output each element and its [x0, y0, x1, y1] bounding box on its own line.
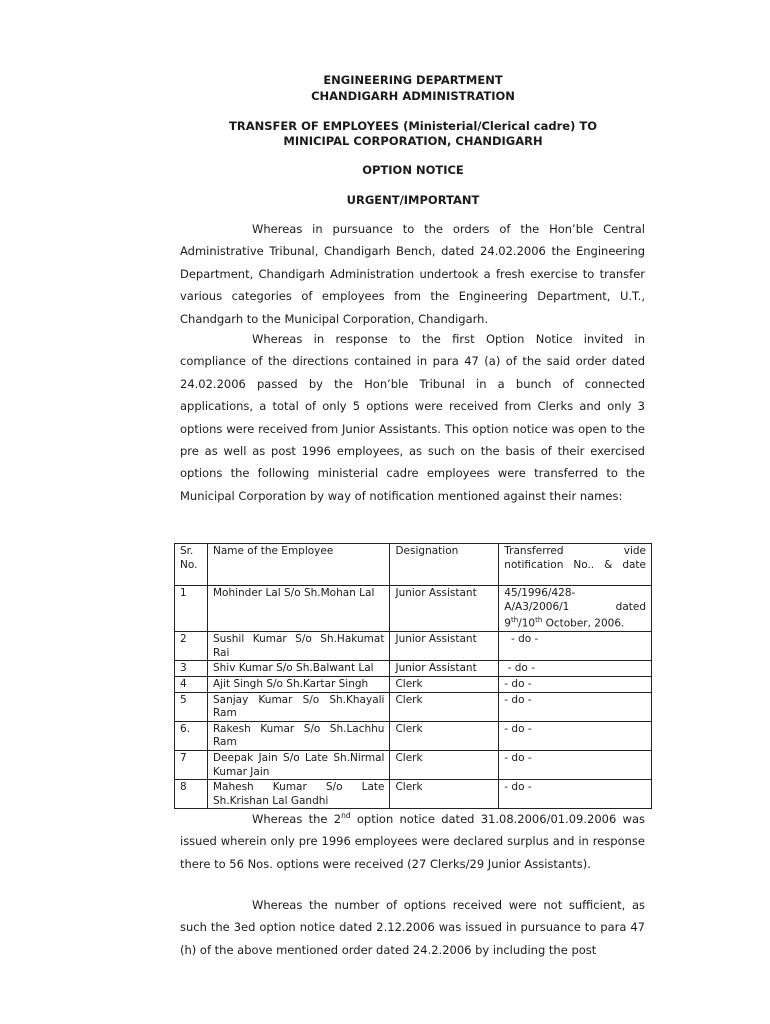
table-row	[175, 586, 652, 632]
paragraph-4: Whereas the number of options received were not sufficient, as such the 3ed option notice dated 2.12.2006 was issued in pursuance to para 47 (h) of the above mentioned order dated 24.2.2006 by including the post	[180, 898, 645, 957]
paragraph-1: Whereas in pursuance to the orders of the Hon’ble Central Administrative Tribunal, Chandigarh Bench, dated 24.02.2006 the Engineering Department, Chandigarh Administration undertook a fresh exercise to transfer various categories of employees from the Engineering Department, U.T., Chandgarh to the Municipal Corporation, Chandigarh.	[180, 222, 645, 326]
notification-line-3: 9th/10th October, 2006.	[504, 616, 625, 630]
department-heading: ENGINEERING DEPARTMENT	[323, 73, 503, 87]
row-notification: - do -	[499, 661, 652, 677]
row-notification: - do -	[499, 780, 652, 809]
table-row	[175, 721, 652, 750]
header-designation: Designation	[390, 544, 499, 586]
header-employee-name: Name of the Employee	[207, 544, 390, 586]
paragraph-3: Whereas the 2nd option notice dated 31.08.2006/01.09.2006 was issued wherein only pre 1996 employees were declared surplus and in response there to 56 Nos. options were received (27 Clerks/29 Junior Assistants).	[180, 811, 646, 871]
row-notification	[499, 586, 652, 632]
row-notification: - do -	[499, 751, 652, 780]
employee-transfer-table	[174, 543, 652, 809]
subject-line-2: MINICIPAL CORPORATION, CHANDIGARH	[283, 134, 543, 148]
row-sr-no: 7	[175, 751, 208, 780]
subject-line-1: TRANSFER OF EMPLOYEES (Ministerial/Clerical cadre) TO	[229, 119, 597, 133]
row-employee-name: Rakesh Kumar S/o Sh.Lachhu Ram	[207, 721, 390, 750]
priority-label: URGENT/IMPORTANT	[346, 193, 480, 207]
table-row	[175, 751, 652, 780]
row-designation: Clerk	[390, 780, 499, 809]
row-sr-no: 6.	[175, 721, 208, 750]
row-employee-name: Sushil Kumar S/o Sh.Hakumat Rai	[207, 632, 390, 661]
row-sr-no: 4	[175, 677, 208, 693]
row-designation: Clerk	[390, 677, 499, 693]
row-employee-name: Mohinder Lal S/o Sh.Mohan Lal	[207, 586, 390, 632]
row-sr-no: 1	[175, 586, 208, 632]
row-designation: Clerk	[390, 692, 499, 721]
header-notification: Transferred vide notification No.. & date	[499, 544, 652, 586]
notification-line-1: 45/1996/428-	[504, 587, 576, 599]
row-sr-no: 8	[175, 780, 208, 809]
row-notification: - do -	[499, 632, 652, 661]
row-employee-name: Sanjay Kumar S/o Sh.Khayali Ram	[207, 692, 390, 721]
table-row	[175, 692, 652, 721]
table-row	[175, 677, 652, 693]
row-designation: Clerk	[390, 751, 499, 780]
table-row	[175, 632, 652, 661]
administration-heading: CHANDIGARH ADMINISTRATION	[311, 89, 515, 103]
row-designation: Junior Assistant	[390, 632, 499, 661]
row-sr-no: 5	[175, 692, 208, 721]
notification-line-2: A/A3/2006/1 dated	[504, 600, 646, 613]
paragraph-2: Whereas in response to the first Option Notice invited in compliance of the directions contained in para 47 (a) of the said order dated 24.02.2006 passed by the Hon’ble Tribunal in a bunch of connected applications, a total of only 5 options were received from Clerks and only 3 options were received from Junior Assistants. This option notice was open to the pre as well as post 1996 employees, as such on the basis of their exercised options the following ministerial cadre employees were transferred to the Municipal Corporation by way of notification mentioned against their names:	[180, 332, 645, 503]
table-row	[175, 661, 652, 677]
row-designation: Junior Assistant	[390, 586, 499, 632]
row-employee-name: Ajit Singh S/o Sh.Kartar Singh	[207, 677, 390, 693]
row-notification: - do -	[499, 677, 652, 693]
notice-title: OPTION NOTICE	[362, 163, 464, 177]
row-employee-name: Mahesh Kumar S/o Late Sh.Krishan Lal Gandhi	[207, 780, 390, 809]
row-employee-name: Shiv Kumar S/o Sh.Balwant Lal	[207, 661, 390, 677]
row-sr-no: 2	[175, 632, 208, 661]
row-designation: Junior Assistant	[390, 661, 499, 677]
header-sr-no: Sr. No.	[175, 544, 208, 586]
row-notification: - do -	[499, 721, 652, 750]
row-sr-no: 3	[175, 661, 208, 677]
table-header-row	[175, 544, 652, 586]
row-designation: Clerk	[390, 721, 499, 750]
row-employee-name: Deepak Jain S/o Late Sh.Nirmal Kumar Jain	[207, 751, 390, 780]
row-notification: - do -	[499, 692, 652, 721]
